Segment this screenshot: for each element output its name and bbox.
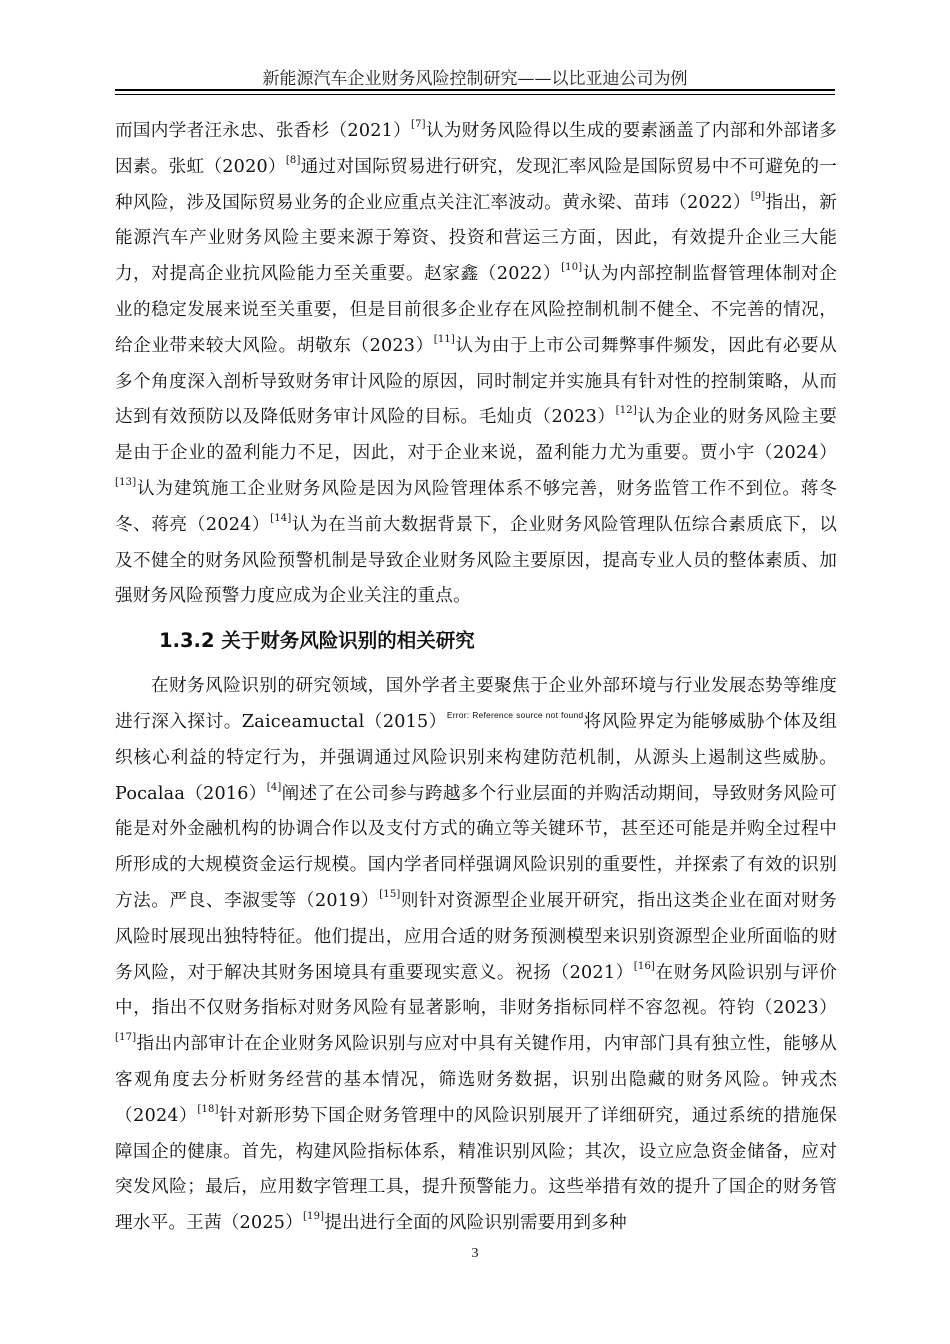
paragraph-literature-domestic	[115, 114, 837, 615]
text-run: 指出，新能源汽车产业财务风险主要来源于筹资、投资和营运三方面，因此，有效提升企业三大能力，对提高企业抗风险能力至关重要。赵家鑫（2022）	[115, 192, 837, 285]
citation-ref: [19]	[302, 1211, 325, 1223]
text-run: 在财务风险识别的研究领域，国外学者主要聚焦于企业外部环境与行业发展态势等维度进行深入探讨。Zaiceamuctal（2015）	[115, 676, 837, 732]
text-run: 认为在当前大数据背景下，企业财务风险管理队伍综合素质底下，以及不健全的财务风险预警机制是导致企业财务风险主要原因，提高专业人员的整体素质、加强财务风险预警力度应成为企业关注的重点。	[115, 514, 837, 607]
citation-ref: [8]	[285, 154, 301, 166]
citation-ref: [7]	[410, 119, 426, 130]
text-run: 指出内部审计在企业财务风险识别与应对中具有关键作用，内审部门具有独立性，能够从客观角度去分析财务经营的基本情况，筛选财务数据，识别出隐藏的财务风险。钟戎杰（2024）	[115, 1034, 837, 1126]
text-run: 认为内部控制监督管理体制对企业的稳定发展来说至关重要，但是目前很多企业存在风险控制机制不健全、不完善的情况，给企业带来较大风险。胡敬东（2023）	[115, 264, 837, 356]
text-run: 认为财务风险得以生成的要素涵盖了内部和外部诸多因素。张虹（2020）	[115, 121, 837, 177]
page-number: 3	[471, 1246, 479, 1261]
text-run: 通过对国际贸易进行研究，发现汇率风险是国际贸易中不可避免的一种风险，涉及国际贸易业务的企业应重点关注汇率波动。黄永梁、苗玮（2022）	[115, 156, 837, 213]
citation-ref: [16]	[633, 960, 656, 972]
header-rule-thick	[115, 89, 835, 91]
citation-ref: [4]	[266, 781, 282, 793]
citation-ref: [14]	[270, 512, 292, 524]
header-rule-thin	[115, 94, 835, 95]
citation-ref: [12]	[615, 405, 637, 417]
text-run: 阐述了在公司参与跨越多个行业层面的并购活动期间，导致财务风险可能是对外金融机构的协调合作以及支付方式的确立等关键环节，甚至还可能是并购全过程中所形成的大规模资金运行规模。国内学者同样强调风险识别的重要性，并探索了有效的识别方法。严良、李淑雯等（2019）	[115, 783, 837, 911]
text-run: 而国内学者汪永忠、张香杉（2021）	[115, 121, 411, 141]
text-run: 认为建筑施工企业财务风险是因为风险管理体系不够完善，财务监管工作不到位。蒋冬冬、蒋亮（2024）	[115, 478, 837, 535]
citation-ref: [9]	[750, 190, 766, 202]
citation-ref: [18]	[197, 1103, 219, 1115]
citation-ref: [17]	[115, 1032, 137, 1044]
section-heading: 1.3.2 关于财务风险识别的相关研究	[159, 629, 475, 653]
body-text	[115, 114, 837, 1242]
citation-ref: [10]	[561, 262, 583, 274]
text-run: 认为由于上市公司舞弊事件频发，因此有必要从多个角度深入剖析导致财务审计风险的原因，同时制定并实施具有针对性的控制策略，从而达到有效预防以及降低财务审计风险的目标。毛灿贞（2023）	[115, 335, 838, 428]
citation-error: Error: Reference source not found	[446, 709, 584, 720]
text-run: 针对新形势下国企财务管理中的风险识别展开了详细研究，通过系统的措施保障国企的健康。首先，构建风险指标体系，精准识别风险；其次，设立应急资金储备，应对突发风险；最后，应用数字管理工具，提升预警能力。这些举措有效的提升了国企的财务管理水平。王茜（2025）	[115, 1105, 837, 1234]
running-header: 新能源汽车企业财务风险控制研究——以比亚迪公司为例	[262, 69, 688, 89]
text-run: 则针对资源型企业展开研究，指出这类企业在面对财务风险时展现出独特特征。他们提出，应用合适的财务预测模型来识别资源型企业所面临的财务风险，对于解决其财务困境具有重要现实意义。祝扬（2021）	[115, 890, 837, 983]
citation-ref: [13]	[115, 476, 137, 488]
text-run: 提出进行全面的风险识别需要用到多种	[324, 1213, 627, 1234]
citation-ref: [15]	[379, 888, 401, 900]
text-run: 认为企业的财务风险主要是由于企业的盈利能力不足，因此，对于企业来说，盈利能力尤为重要。贾小宇（2024）	[115, 407, 838, 464]
citation-ref: [11]	[433, 333, 456, 345]
text-run: 在财务风险识别与评价中，指出不仅财务指标对财务风险有显著影响，非财务指标同样不容忽视。符钧（2023）	[115, 962, 837, 1019]
text-run: 将风险界定为能够威胁个体及组织核心利益的特定行为，并强调通过风险识别来构建防范机制，从源头上遏制这些威胁。Pocalaa（2016）	[115, 711, 837, 804]
paragraph-risk-identification	[115, 669, 837, 1242]
